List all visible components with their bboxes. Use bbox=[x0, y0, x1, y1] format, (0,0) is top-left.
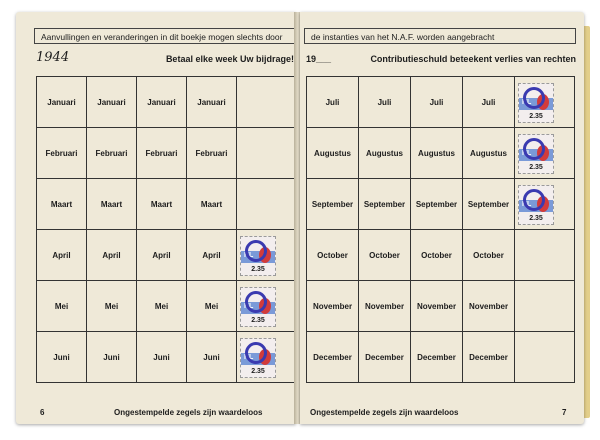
stamp-cell bbox=[515, 77, 575, 128]
cancellation-mark bbox=[245, 291, 267, 313]
stamp-class: KL bbox=[522, 150, 532, 157]
month-cell: October bbox=[463, 230, 515, 281]
month-cell: November bbox=[307, 281, 359, 332]
left-year-line bbox=[36, 50, 294, 70]
stamp-cell bbox=[515, 230, 575, 281]
right-page-number: 7 bbox=[562, 408, 567, 417]
stamp-class: KL bbox=[244, 252, 254, 259]
right-year-line bbox=[306, 54, 576, 70]
cancellation-mark bbox=[245, 240, 267, 262]
month-cell: Maart bbox=[87, 179, 137, 230]
month-cell: Januari bbox=[187, 77, 237, 128]
stamp-cell bbox=[515, 179, 575, 230]
stamp-class: KL bbox=[244, 303, 254, 310]
month-cell: Augustus bbox=[307, 128, 359, 179]
month-cell: Augustus bbox=[359, 128, 411, 179]
month-cell: Januari bbox=[37, 77, 87, 128]
stamp-class: KL bbox=[522, 99, 532, 106]
cancellation-mark bbox=[523, 87, 545, 109]
left-month-grid bbox=[36, 76, 295, 383]
right-header: Contributieschuld beteekent verlies van rechten bbox=[370, 54, 576, 64]
stamp-cell bbox=[515, 128, 575, 179]
month-cell: Februari bbox=[187, 128, 237, 179]
right-page bbox=[300, 12, 584, 424]
month-cell: Juli bbox=[359, 77, 411, 128]
right-year: 19___ bbox=[306, 54, 332, 64]
stamp-value: 2.35 bbox=[251, 266, 265, 273]
month-row bbox=[37, 128, 295, 179]
month-cell: December bbox=[359, 332, 411, 383]
month-row bbox=[37, 332, 295, 383]
month-cell: Juni bbox=[187, 332, 237, 383]
month-cell: April bbox=[37, 230, 87, 281]
month-cell: Juli bbox=[307, 77, 359, 128]
cancellation-mark bbox=[523, 189, 545, 211]
month-cell: October bbox=[359, 230, 411, 281]
month-cell: December bbox=[411, 332, 463, 383]
contribution-stamp bbox=[240, 236, 276, 276]
month-cell: September bbox=[463, 179, 515, 230]
month-cell: April bbox=[187, 230, 237, 281]
month-cell: Juni bbox=[87, 332, 137, 383]
month-cell: Januari bbox=[137, 77, 187, 128]
stamp-cell bbox=[237, 332, 295, 383]
stamp-value: 2.35 bbox=[529, 113, 543, 120]
month-cell: Maart bbox=[37, 179, 87, 230]
stamp-value: 2.35 bbox=[529, 215, 543, 222]
left-page-number: 6 bbox=[40, 408, 45, 417]
stamp-class: KL bbox=[244, 354, 254, 361]
left-header: Betaal elke week Uw bijdrage! bbox=[165, 54, 294, 64]
stamp-cell bbox=[237, 128, 295, 179]
stamp-cell bbox=[237, 77, 295, 128]
stamp-cell bbox=[237, 179, 295, 230]
cancellation-mark bbox=[245, 342, 267, 364]
month-cell: November bbox=[411, 281, 463, 332]
month-cell: Mei bbox=[187, 281, 237, 332]
month-row bbox=[37, 77, 295, 128]
stamp-cell bbox=[515, 332, 575, 383]
stamp-class: KL bbox=[522, 201, 532, 208]
month-cell: December bbox=[307, 332, 359, 383]
month-cell: Februari bbox=[87, 128, 137, 179]
left-banner: Aanvullingen en veranderingen in dit boekje mogen slechts door bbox=[34, 28, 296, 44]
month-cell: April bbox=[87, 230, 137, 281]
month-cell: Mei bbox=[37, 281, 87, 332]
month-cell: Augustus bbox=[411, 128, 463, 179]
month-cell: Maart bbox=[187, 179, 237, 230]
month-row bbox=[307, 128, 575, 179]
month-cell: Juni bbox=[137, 332, 187, 383]
month-cell: October bbox=[307, 230, 359, 281]
month-cell: Juni bbox=[37, 332, 87, 383]
right-banner: de instanties van het N.A.F. worden aangebracht bbox=[304, 28, 576, 44]
month-row bbox=[307, 281, 575, 332]
stamp-cell bbox=[515, 281, 575, 332]
month-cell: September bbox=[359, 179, 411, 230]
left-footer: Ongestempelde zegels zijn waardeloos bbox=[114, 408, 263, 417]
month-cell: Mei bbox=[137, 281, 187, 332]
month-cell: October bbox=[411, 230, 463, 281]
stamp-value: 2.35 bbox=[251, 368, 265, 375]
stamp-cell bbox=[237, 281, 295, 332]
contribution-stamp bbox=[518, 134, 554, 174]
month-row bbox=[307, 332, 575, 383]
contribution-stamp bbox=[518, 185, 554, 225]
month-cell: December bbox=[463, 332, 515, 383]
month-cell: Februari bbox=[37, 128, 87, 179]
month-cell: Juli bbox=[411, 77, 463, 128]
month-row bbox=[37, 281, 295, 332]
month-cell: November bbox=[463, 281, 515, 332]
contribution-stamp bbox=[240, 287, 276, 327]
stamp-value: 2.35 bbox=[251, 317, 265, 324]
stamp-cell bbox=[237, 230, 295, 281]
month-cell: Mei bbox=[87, 281, 137, 332]
month-cell: Augustus bbox=[463, 128, 515, 179]
contribution-stamp bbox=[240, 338, 276, 378]
booklet bbox=[8, 12, 592, 432]
left-page bbox=[16, 12, 296, 424]
month-cell: Maart bbox=[137, 179, 187, 230]
contribution-stamp bbox=[518, 83, 554, 123]
month-row bbox=[307, 77, 575, 128]
month-cell: April bbox=[137, 230, 187, 281]
month-cell: November bbox=[359, 281, 411, 332]
month-cell: Juli bbox=[463, 77, 515, 128]
month-cell: Januari bbox=[87, 77, 137, 128]
month-row bbox=[37, 230, 295, 281]
stamp-value: 2.35 bbox=[529, 164, 543, 171]
left-year: 1944 bbox=[36, 50, 70, 65]
right-month-grid bbox=[306, 76, 575, 383]
cancellation-mark bbox=[523, 138, 545, 160]
month-row bbox=[37, 179, 295, 230]
right-footer: Ongestempelde zegels zijn waardeloos bbox=[310, 408, 459, 417]
month-cell: Februari bbox=[137, 128, 187, 179]
month-row bbox=[307, 179, 575, 230]
month-cell: September bbox=[307, 179, 359, 230]
month-cell: September bbox=[411, 179, 463, 230]
month-row bbox=[307, 230, 575, 281]
